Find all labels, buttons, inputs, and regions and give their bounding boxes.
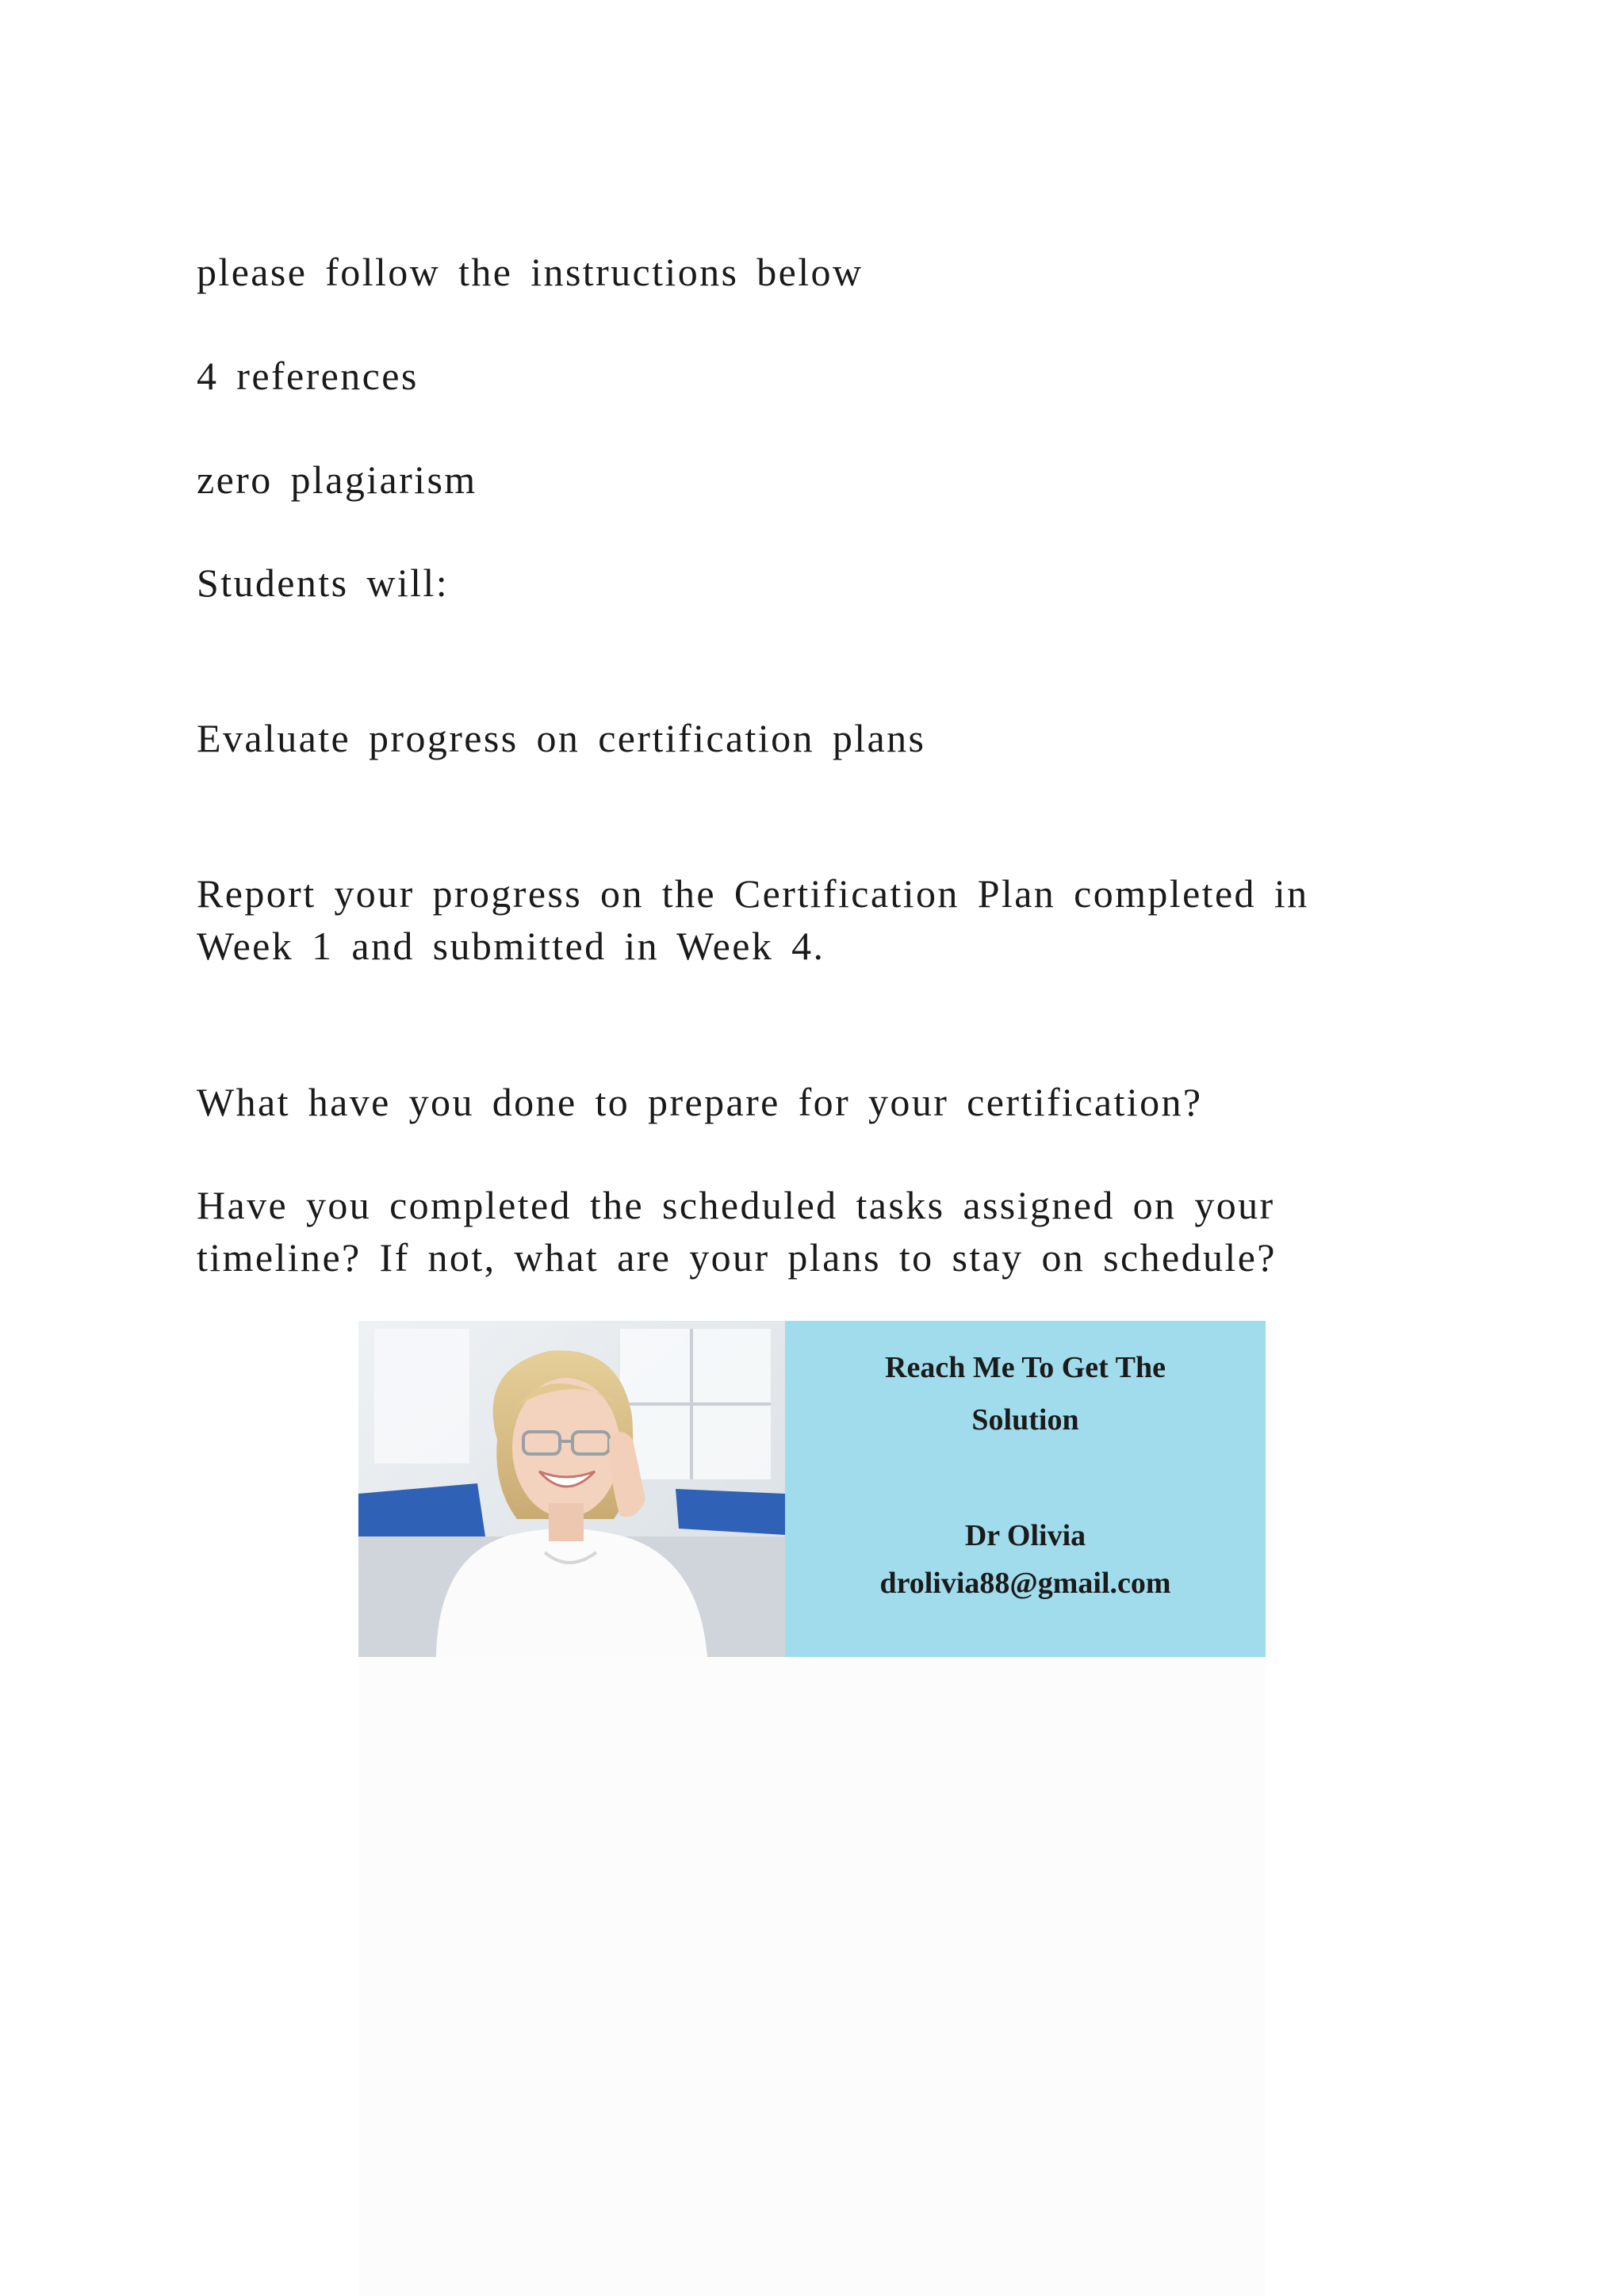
plagiarism-line: zero plagiarism xyxy=(197,457,477,502)
report-paragraph: Report your progress on the Certification Plan completed in Week 1 and submitted in Week 4. xyxy=(197,871,1309,968)
references-line: 4 references xyxy=(197,354,419,398)
banner-heading-line1: Reach Me To Get The xyxy=(885,1351,1166,1384)
contact-info-panel xyxy=(785,1321,1266,1657)
banner-heading-line2: Solution xyxy=(971,1403,1079,1437)
page-shade xyxy=(358,1657,1266,2296)
contact-email: drolivia88@gmail.com xyxy=(879,1567,1171,1600)
question-schedule: Have you completed the scheduled tasks assigned on your timeline? If not, what are your plans to stay on schedule? xyxy=(197,1183,1277,1280)
contact-banner xyxy=(358,1321,1266,1657)
contact-name: Dr Olivia xyxy=(964,1519,1086,1552)
woman-photo xyxy=(358,1321,785,1657)
objective-line: Evaluate progress on certification plans xyxy=(197,716,926,760)
students-will-line: Students will: xyxy=(197,561,450,605)
question-prepare: What have you done to prepare for your certification? xyxy=(197,1080,1203,1124)
instruction-line: please follow the instructions below xyxy=(197,250,864,294)
